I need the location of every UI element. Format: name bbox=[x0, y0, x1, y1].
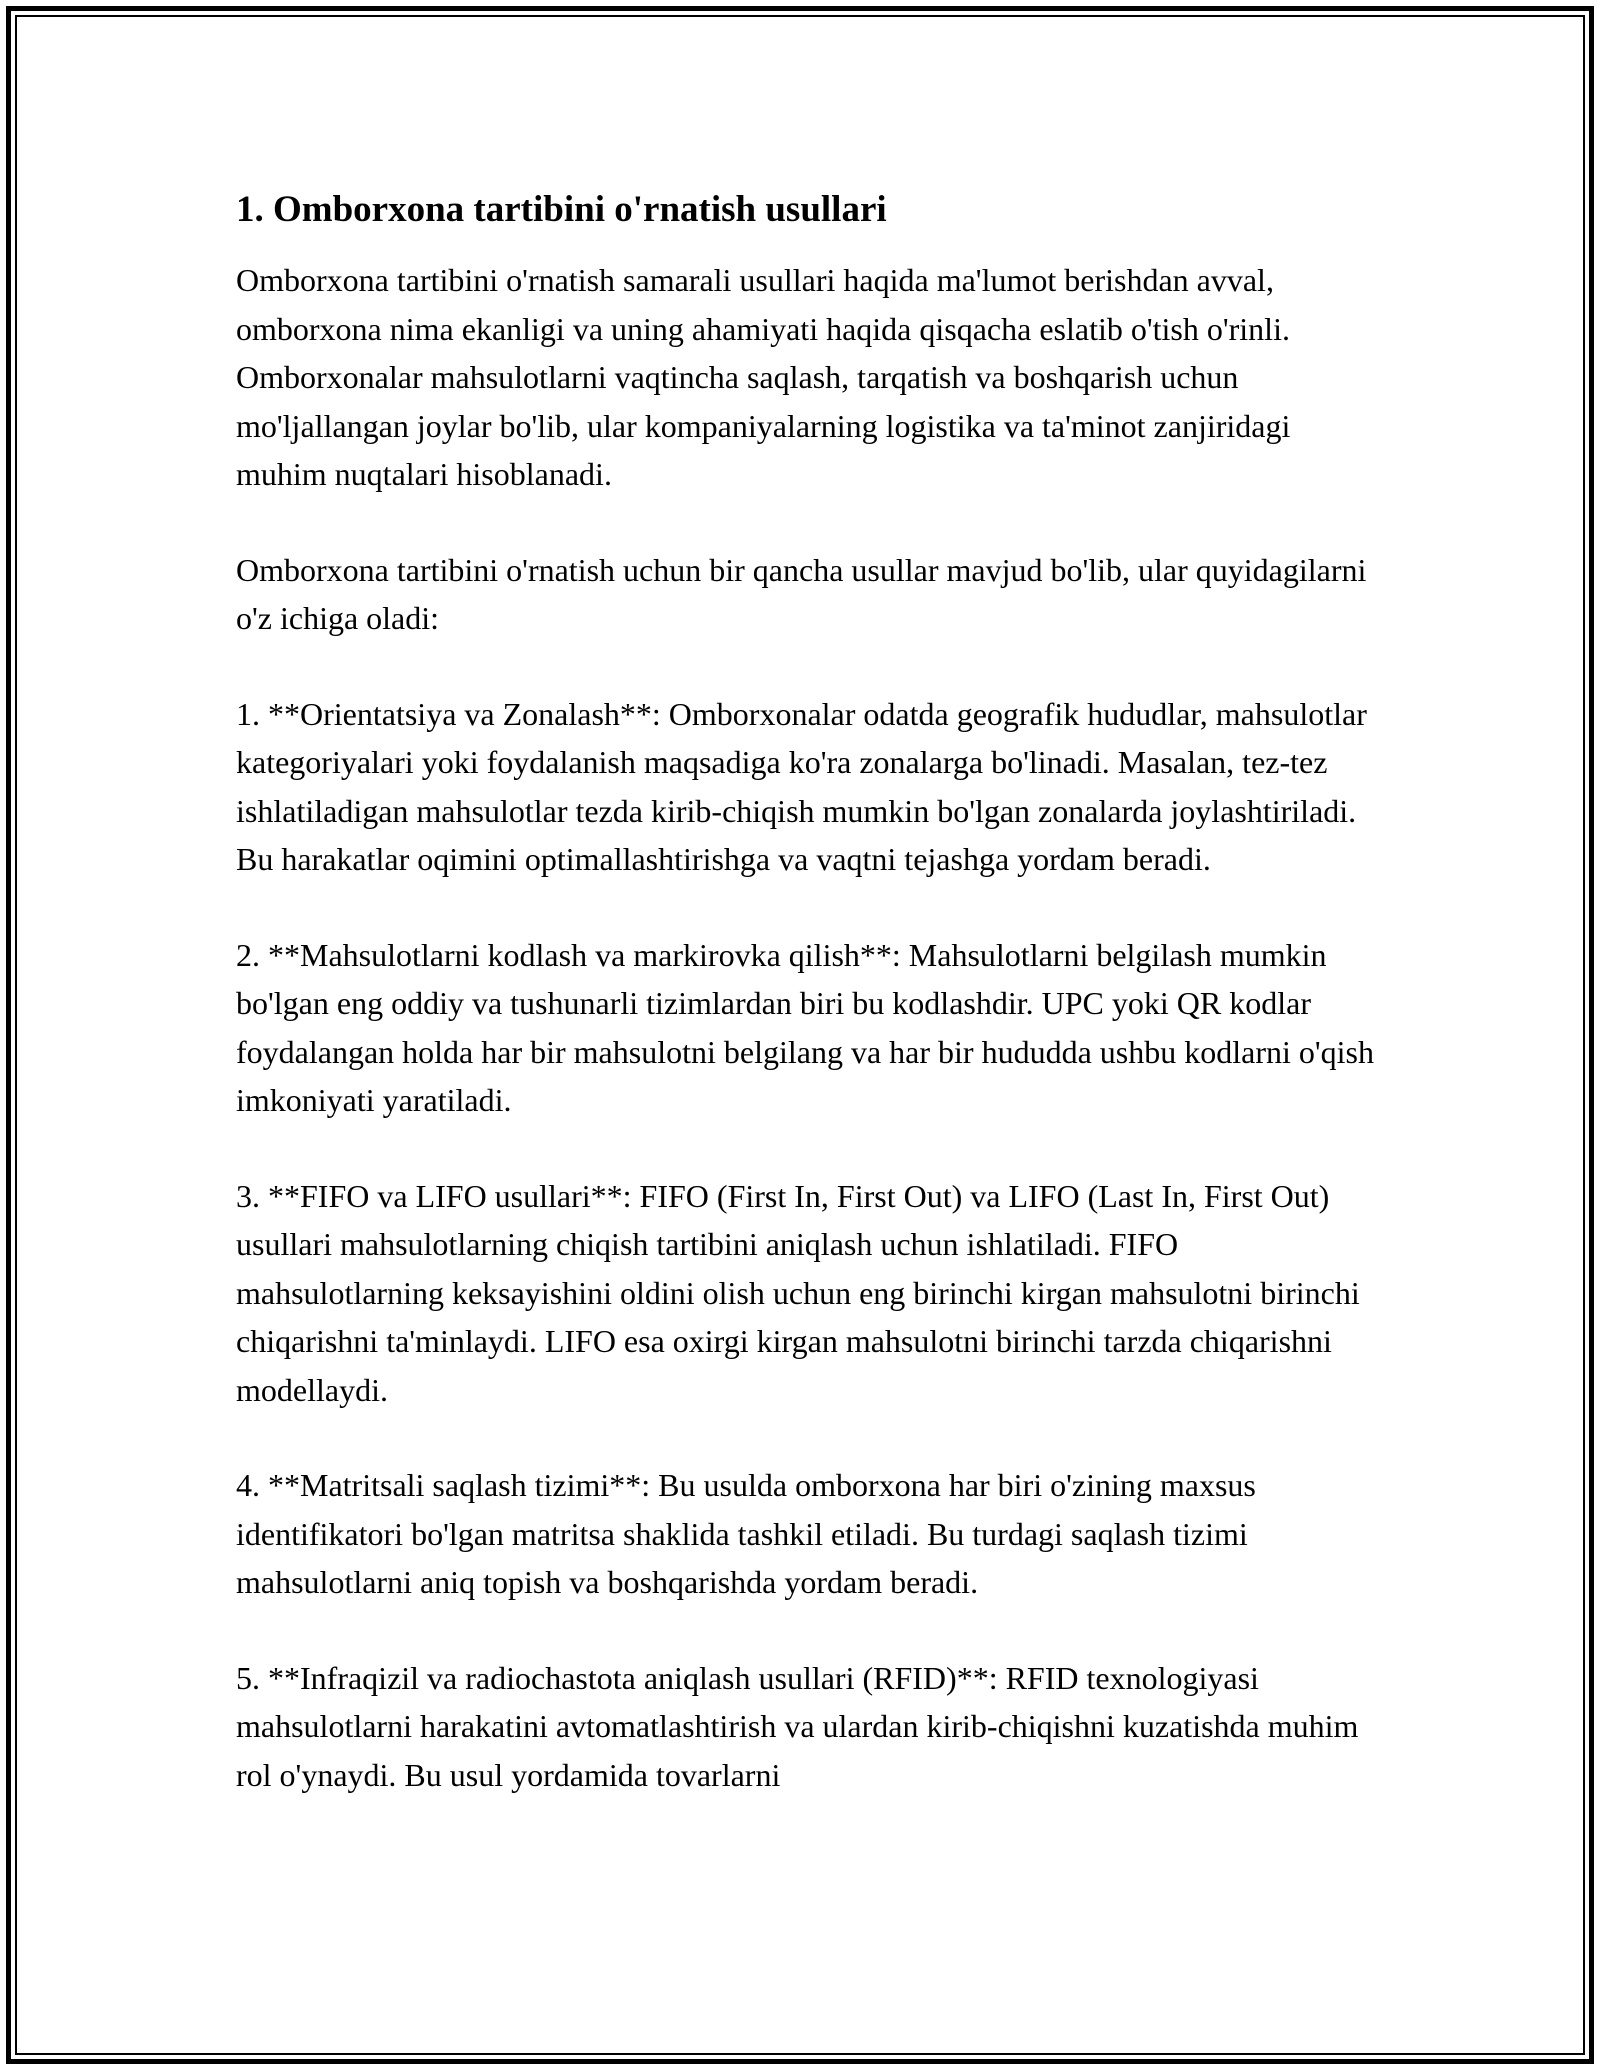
paragraph-methods-intro: Omborxona tartibini o'rnatish uchun bir qancha usullar mavjud bo'lib, ular quyidagilarni o'z ichiga oladi: bbox=[236, 551, 1367, 636]
list-item-rfid: 5. **Infraqizil va radiochastota aniqlash usullari (RFID)**: RFID texnologiyasi mahsulotlarni harakatini avtomatlashtirish va ulardan kirib-chiqishni kuzatishda muhim rol o'ynaydi. Bu usul yordamida tovarlarni bbox=[236, 1659, 1359, 1793]
document-title: 1. Omborxona tartibini o'rnatish usullari bbox=[236, 189, 887, 230]
list-item-orientation: 1. **Orientatsiya va Zonalash**: Omborxonalar odatda geografik hududlar, mahsulotlar kategoriyalari yoki foydalanish maqsadiga ko'ra zonalarga bo'linadi. Masalan, tez-tez ishlatiladigan mahsulotlar tezda kirib-chiqish mumkin bo'lgan zonalarda joylashtiriladi. Bu harakatlar oqimini optimallashtirishga va vaqtni tejashga yordam beradi. bbox=[236, 695, 1367, 877]
paragraph-intro: Omborxona tartibini o'rnatish samarali usullari haqida ma'lumot berishdan avval, omborxona nima ekanligi va uning ahamiyati haqida qisqacha eslatib o'tish o'rinli. Omborxonalar mahsulotlarni vaqtincha saqlash, tarqatish va boshqarish uchun mo'ljallangan joylar bo'lib, ular kompaniyalarning logistika va ta'minot zanjiridagi muhim nuqtalari hisoblanadi. bbox=[236, 262, 1291, 492]
list-item-matrix: 4. **Matritsali saqlash tizimi**: Bu usulda omborxona har biri o'zining maxsus identifikatori bo'lgan matritsa shaklida tashkil etiladi. Bu turdagi saqlash tizimi mahsulotlarni aniq topish va boshqarishda yordam beradi. bbox=[236, 1467, 1256, 1600]
list-item-coding: 2. **Mahsulotlarni kodlash va markirovka qilish**: Mahsulotlarni belgilash mumkin bo'lgan eng oddiy va tushunarli tizimlardan biri bu kodlashdir. UPC yoki QR kodlar foydalangan holda har bir mahsulotni belgilang va har bir hududda ushbu kodlarni o'qish imkoniyati yaratiladi. bbox=[236, 936, 1374, 1118]
list-item-fifo-lifo: 3. **FIFO va LIFO usullari**: FIFO (First In, First Out) va LIFO (Last In, First Out) usullari mahsulotlarning chiqish tartibini aniqlash uchun ishlatiladi. FIFO mahsulotlarning keksayishini oldini olish uchun eng birinchi kirgan mahsulotni birinchi chiqarishni ta'minlaydi. LIFO esa oxirgi kirgan mahsulotni birinchi tarzda chiqarishni modellaydi. bbox=[236, 1177, 1360, 1408]
document-body bbox=[236, 186, 1376, 1799]
